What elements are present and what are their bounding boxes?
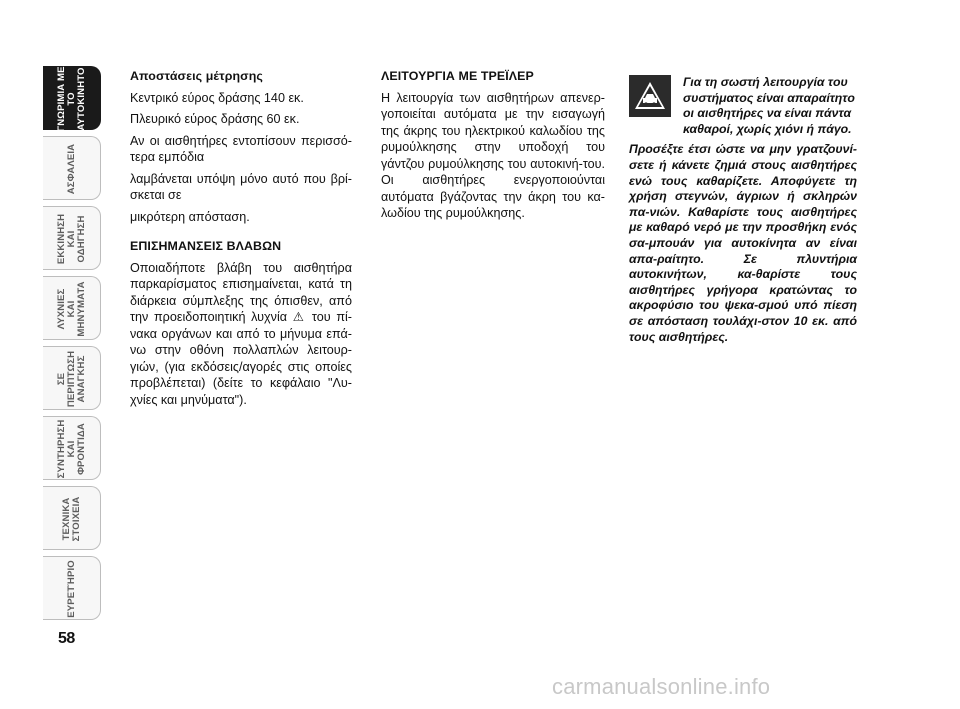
paragraph: λαμβάνεται υπόψη μόνο αυτό που βρί-σκεται σε xyxy=(130,171,352,202)
paragraph: μικρότερη απόσταση. xyxy=(130,209,250,224)
warning-lead: Για τη σωστή λειτουργία του συστήματος είναι απαραίτητο οι αισθητήρες να είναι πάντα καθαροί, χωρίς χιόνι ή πάγο. xyxy=(683,75,855,136)
paragraph: Πλευρικό εύρος δράσης 60 εκ. xyxy=(130,112,300,126)
paragraph: Οποιαδήποτε βλάβη του αισθητήρα παρκαρίσματος επισημαίνεται, κατά τη διάρκεια σύμπλεξης της όπισθεν, από την προειδοποιητική λυχνία ⚠ του πί-νακα οργάνων και από το μήνυμα επά-νω στην οθόνη πολλαπλών λειτουρ-γιών, (για εκδόσεις/αγορές στις οποίες προβλέπεται) (δείτε το κεφάλαιο "Λυ-χνίες και μηνύματα"). xyxy=(130,260,352,407)
section-heading: ΛΕΙΤΟΥΡΓΙΑ ΜΕ ΤΡΕΪΛΕΡ xyxy=(381,69,534,83)
tab-label: ΛΥΧΝΙΕΣ ΚΑΙ ΜΗΝΥΜΑΤΑ xyxy=(56,281,87,337)
tab-emergency[interactable] xyxy=(43,346,101,410)
warning-body: Προσέξτε έτσι ώστε να μην γρατζουνί-σετε ή κάνετε ζημιά στους αισθητήρες ενώ τους καθαρίζετε. Αποφύγετε τη χρήση στεγνών, άγριων ή σκληρών πα-νιών. Καθαρίστε τους αισθητήρες με καθαρό νερό με την προσθήκη ενός σα-μπουάν για αυτοκίνητα αν είναι απα-ραίτητο. Σε πλυντήρια αυτοκινήτων, κα-θαρίστε τους αισθητήρες γρήγορα κρατώντας το ακροφύσιο του ψεκα-σμού υπό πίεση σε απόσταση τουλάχι-στον 10 εκ. από τους αισθητήρες. xyxy=(629,142,857,344)
paragraph: Κεντρικό εύρος δράσης 140 εκ. xyxy=(130,90,304,105)
tab-label: ΕΥΡΕΤΉΡΙΟ xyxy=(66,560,77,618)
column-warning xyxy=(629,75,857,345)
warning-note xyxy=(629,75,857,345)
watermark: carmanualsonline.info xyxy=(552,674,771,699)
tab-lights-messages[interactable] xyxy=(43,276,101,340)
tab-index[interactable] xyxy=(43,556,101,620)
column-measurement xyxy=(130,68,352,413)
paragraph: Η λειτουργία των αισθητήρων απενερ-γοποιείται αυτόματα με την εισαγωγή της άκρης του ηλεκτρικού καλωδίου της ρυμούλκησης στην υποδοχή του γάντζου ρυμούλκησης του αυτοκινή-του. Οι αισθητήρες ενεργοποιούνται αυτόματα βγάζοντας την άκρη του κα-λωδίου της ρυμούλκησης. xyxy=(381,90,605,220)
tab-getting-to-know[interactable] xyxy=(43,66,101,130)
column-trailer xyxy=(381,68,605,227)
section-heading: ΕΠΙΣΗΜΑΝΣΕΙΣ ΒΛΑΒΩΝ xyxy=(130,239,282,253)
tab-label: ΓΝΩΡΙΜΙΑ ΜΕ ΤΟ ΑΥΤΟΚΙΝΗΤΟ xyxy=(56,66,87,132)
tab-starting-driving[interactable] xyxy=(43,206,101,270)
warning-triangle-car-icon xyxy=(629,75,671,117)
tab-label: ΕΚΚΙΝΗΣΗ ΚΑΙ ΟΔΗΓΗΣΗ xyxy=(56,213,87,265)
tab-maintenance[interactable] xyxy=(43,416,101,480)
tab-technical-data[interactable] xyxy=(43,486,101,550)
section-heading: Αποστάσεις μέτρησης xyxy=(130,69,263,83)
chapter-tabs xyxy=(43,66,101,626)
tab-safety[interactable] xyxy=(43,136,101,200)
page-number: 58 xyxy=(58,630,75,647)
tab-label: ΣΥΝΤΗΡΗΣΗ ΚΑΙ ΦΡΟΝΤΙΔΑ xyxy=(56,419,87,479)
tab-label: ΑΣΦΑΛΕΙΑ xyxy=(66,143,77,195)
paragraph: Αν οι αισθητήρες εντοπίσουν περισσό-τερα εμπόδια xyxy=(130,133,352,164)
tab-label: ΣΕ ΠΕΡΙΠΤΩΣΗ ΑΝΑΓΚΗΣ xyxy=(56,350,87,408)
tab-label: ΤΕΧΝΙΚΑ ΣΤΟΙΧΕΙΑ xyxy=(61,496,82,542)
